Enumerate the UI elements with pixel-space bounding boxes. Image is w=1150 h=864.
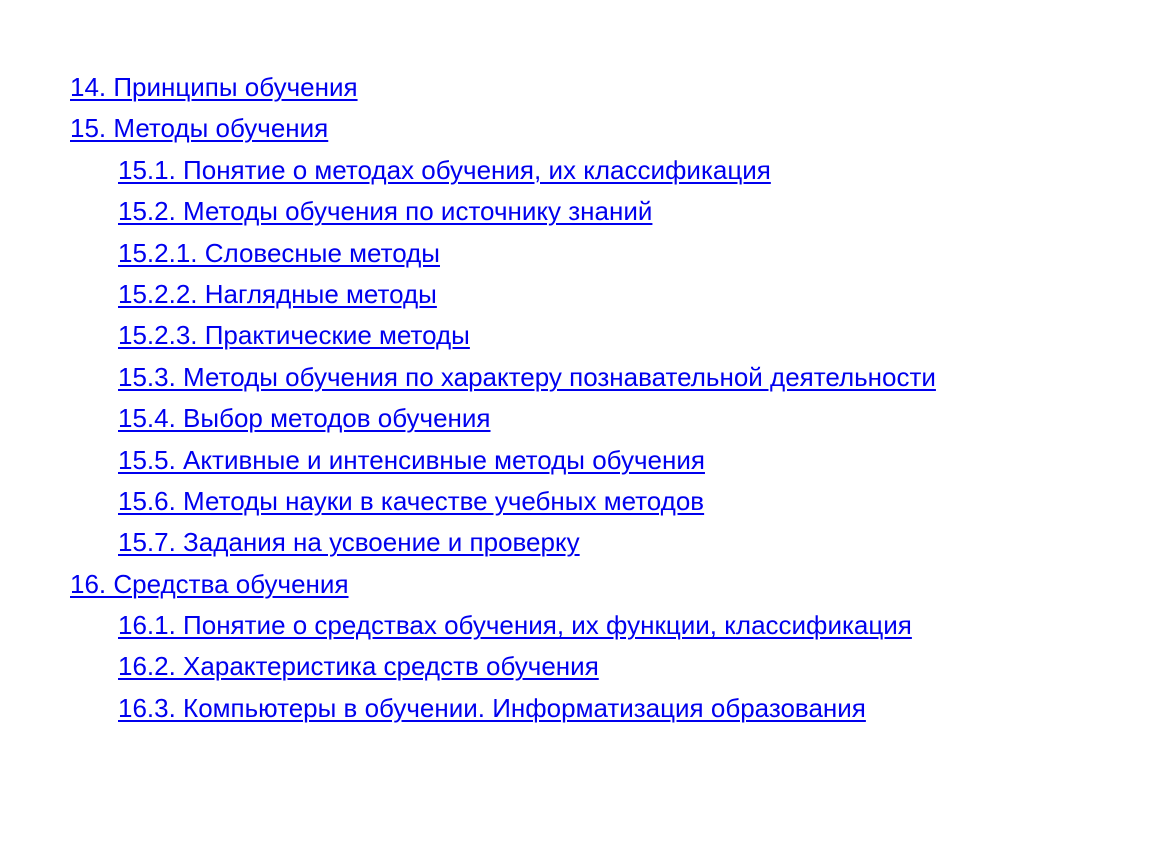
toc-link-16-1[interactable]: 16.1. Понятие о средствах обучения, их функции, классификация [118,610,912,641]
toc-link-15-2[interactable]: 15.2. Методы обучения по источнику знаний [118,196,653,227]
toc-item-15-2-3 [0,315,1150,356]
table-of-contents [0,67,1150,729]
toc-link-16-3[interactable]: 16.3. Компьютеры в обучении. Информатизация образования [118,692,866,723]
toc-link-15-6[interactable]: 15.6. Методы науки в качестве учебных методов [118,485,705,516]
toc-item-15-6 [0,481,1150,522]
toc-link-15-5[interactable]: 15.5. Активные и интенсивные методы обучения [118,444,705,475]
toc-link-16-2[interactable]: 16.2. Характеристика средств обучения [118,651,599,682]
toc-item-16-3 [0,688,1150,729]
toc-item-15-2-1 [0,233,1150,274]
toc-link-15-1[interactable]: 15.1. Понятие о методах обучения, их классификация [118,154,771,185]
toc-link-15-7[interactable]: 15.7. Задания на усвоение и проверку [118,527,580,558]
toc-item-15-5 [0,440,1150,481]
toc-link-15[interactable]: 15. Методы обучения [70,113,329,144]
toc-link-15-4[interactable]: 15.4. Выбор методов обучения [118,403,491,434]
toc-item-16-2 [0,646,1150,687]
toc-link-14[interactable]: 14. Принципы обучения [70,72,358,102]
toc-link-16[interactable]: 16. Средства обучения [70,568,349,599]
toc-item-14 [0,67,1150,108]
toc-item-15-7 [0,522,1150,563]
toc-link-15-2-1[interactable]: 15.2.1. Словесные методы [118,237,440,268]
toc-item-16 [0,564,1150,605]
toc-link-15-2-2[interactable]: 15.2.2. Наглядные методы [118,278,437,309]
toc-item-15-4 [0,398,1150,439]
toc-link-15-3[interactable]: 15.3. Методы обучения по характеру познавательной деятельности [118,361,936,392]
toc-item-15 [0,108,1150,149]
toc-link-15-2-3[interactable]: 15.2.3. Практические методы [118,320,470,351]
toc-item-15-2 [0,191,1150,232]
toc-item-15-2-2 [0,274,1150,315]
toc-item-16-1 [0,605,1150,646]
toc-item-15-1 [0,150,1150,191]
toc-item-15-3 [0,357,1150,398]
